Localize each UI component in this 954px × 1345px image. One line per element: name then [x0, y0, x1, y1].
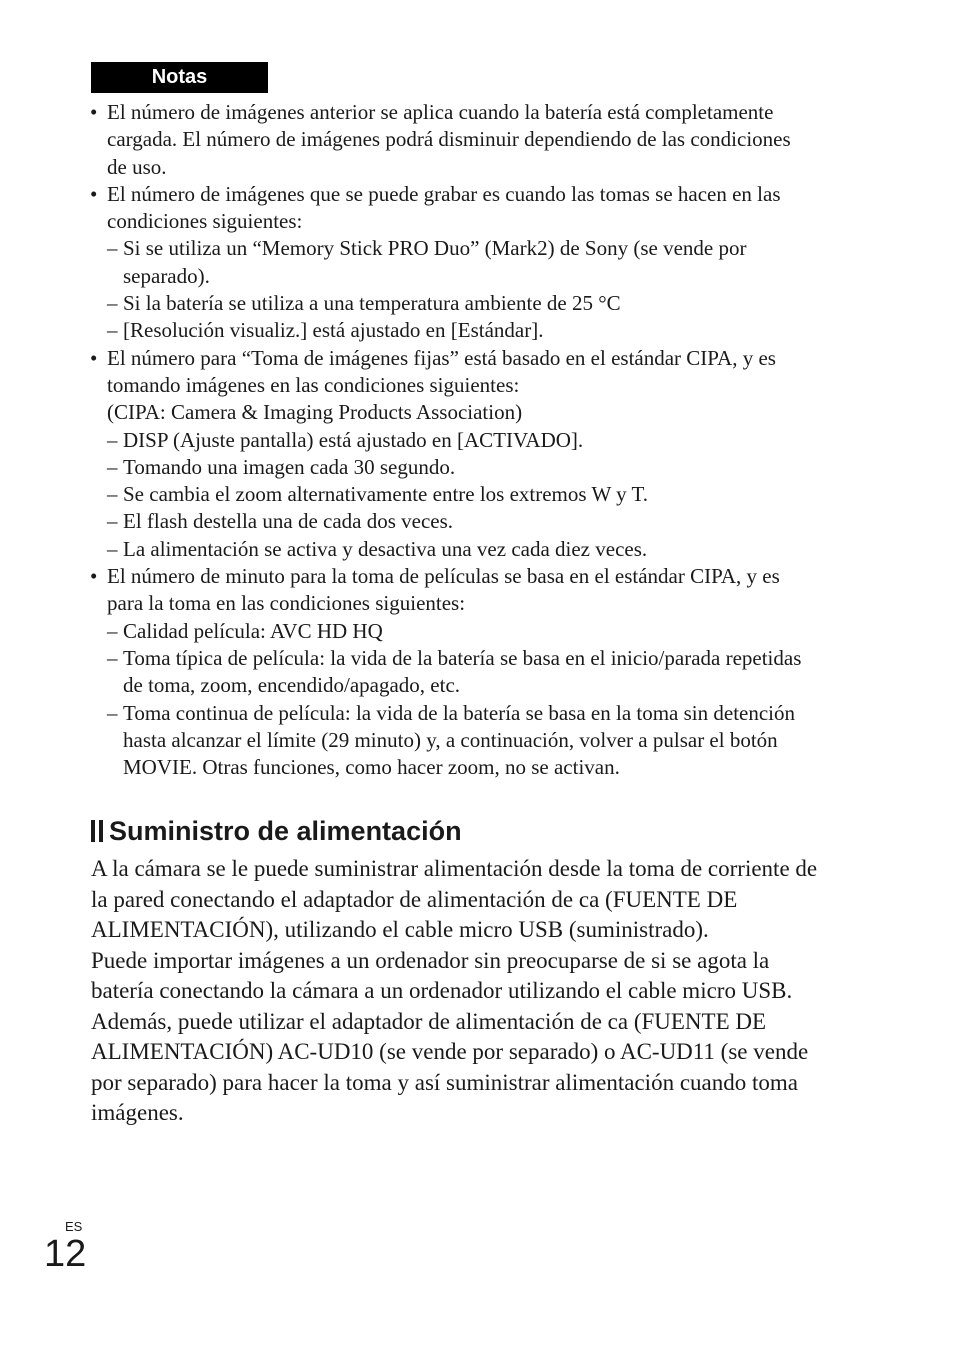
dash-icon: –: [107, 645, 118, 670]
note-sub-item: [88, 618, 848, 645]
note-item: [88, 345, 848, 563]
section-body-line: por separado) para hacer la toma y así suministrar alimentación cuando toma: [91, 1069, 798, 1095]
note-sub-text-line: [Resolución visualiz.] está ajustado en [Estándar].: [123, 318, 544, 343]
dash-icon: –: [107, 482, 118, 507]
section-title: Suministro de alimentación: [109, 816, 462, 846]
notes-badge: Notas: [91, 62, 268, 93]
note-sub-text-line: MOVIE. Otras funciones, como hacer zoom, no se activan.: [123, 755, 620, 780]
section-body-line: ALIMENTACIÓN), utilizando el cable micro USB (suministrado).: [91, 917, 709, 942]
note-text-line: tomando imágenes en las condiciones siguientes:: [107, 372, 520, 397]
note-sub-item: [88, 700, 848, 782]
note-sub-item: [88, 536, 848, 563]
section-body-line: Además, puede utilizar el adaptador de alimentación de ca (FUENTE DE: [91, 1008, 767, 1034]
note-sub-text-line: separado).: [123, 263, 210, 288]
note-sub-item: [88, 235, 848, 290]
note-text-line: El número de imágenes que se puede grabar es cuando las tomas se hacen en las: [107, 181, 781, 206]
note-sub-text-line: Si la batería se utiliza a una temperatura ambiente de 25 °C: [123, 291, 621, 316]
section-body-line: imágenes.: [91, 1100, 184, 1125]
note-sub-text-line: Tomando una imagen cada 30 segundo.: [123, 454, 456, 479]
section-body-line: ALIMENTACIÓN) AC-UD10 (se vende por separado) o AC-UD11 (se vende: [91, 1039, 809, 1064]
note-text-line: El número para “Toma de imágenes fijas” está basado en el estándar CIPA, y es: [107, 345, 776, 370]
notes-list: [88, 99, 848, 781]
note-sub-item: [88, 427, 848, 454]
note-sub-item: [88, 645, 848, 700]
dash-icon: –: [107, 291, 118, 316]
page-language-code: ES: [65, 1219, 83, 1234]
bullet-icon: •: [90, 100, 98, 124]
bullet-icon: •: [90, 181, 98, 206]
note-text-line: condiciones siguientes:: [107, 209, 303, 234]
note-text-line: El número de minuto para la toma de películas se basa en el estándar CIPA, y es: [107, 564, 780, 589]
note-sub-item: [88, 290, 848, 317]
note-sub-item: [88, 454, 848, 481]
note-sub-text-line: Si se utiliza un “Memory Stick PRO Duo” (Mark2) de Sony (se vende por: [123, 236, 747, 261]
note-sub-text-line: Calidad película: AVC HD HQ: [123, 618, 383, 643]
note-sub-text-line: Toma continua de película: la vida de la batería se basa en la toma sin detención: [123, 700, 796, 725]
section-body: [91, 854, 851, 1129]
note-text-line: de uso.: [107, 154, 167, 179]
dash-icon: –: [107, 318, 118, 343]
note-text-line: para la toma en las condiciones siguientes:: [107, 591, 466, 616]
note-sub-text-line: Toma típica de película: la vida de la batería se basa en el inicio/parada repetidas: [123, 645, 802, 670]
dash-icon: –: [107, 509, 118, 534]
section-marker-icon: [91, 820, 103, 842]
bullet-icon: •: [90, 345, 98, 370]
dash-icon: –: [107, 618, 118, 643]
note-sub-text-line: hasta alcanzar el límite (29 minuto) y, a continuación, volver a pulsar el botón: [123, 727, 778, 752]
note-sub-item: [88, 317, 848, 344]
note-item: [88, 563, 848, 781]
note-text-line: (CIPA: Camera & Imaging Products Association): [107, 400, 523, 425]
section-body-line: A la cámara se le puede suministrar alimentación desde la toma de corriente de: [91, 856, 818, 881]
dash-icon: –: [107, 454, 118, 479]
note-sub-text-line: Se cambia el zoom alternativamente entre los extremos W y T.: [123, 482, 649, 507]
note-sub-text-line: El flash destella una de cada dos veces.: [123, 509, 454, 534]
dash-icon: –: [107, 427, 118, 452]
section-heading: [91, 813, 462, 849]
note-item: [88, 99, 848, 181]
note-sub-item: [88, 508, 848, 535]
page-number: 12: [44, 1233, 87, 1275]
note-sub-text-line: de toma, zoom, encendido/apagado, etc.: [123, 673, 461, 698]
section-body-line: Puede importar imágenes a un ordenador sin preocuparse de si se agota la: [91, 947, 770, 973]
note-text-line: cargada. El número de imágenes podrá disminuir dependiendo de las condiciones: [107, 127, 791, 152]
note-sub-text-line: DISP (Ajuste pantalla) está ajustado en [ACTIVADO].: [123, 427, 584, 452]
dash-icon: –: [107, 700, 118, 725]
note-item: [88, 181, 848, 345]
note-sub-text-line: La alimentación se activa y desactiva una vez cada diez veces.: [123, 536, 648, 561]
dash-icon: –: [107, 236, 118, 261]
section-body-line: batería conectando la cámara a un ordenador utilizando el cable micro USB.: [91, 978, 793, 1003]
bullet-icon: •: [90, 564, 98, 589]
note-sub-item: [88, 481, 848, 508]
note-text-line: El número de imágenes anterior se aplica cuando la batería está completamente: [107, 100, 774, 124]
dash-icon: –: [107, 536, 118, 561]
section-body-line: la pared conectando el adaptador de alimentación de ca (FUENTE DE: [91, 886, 738, 912]
